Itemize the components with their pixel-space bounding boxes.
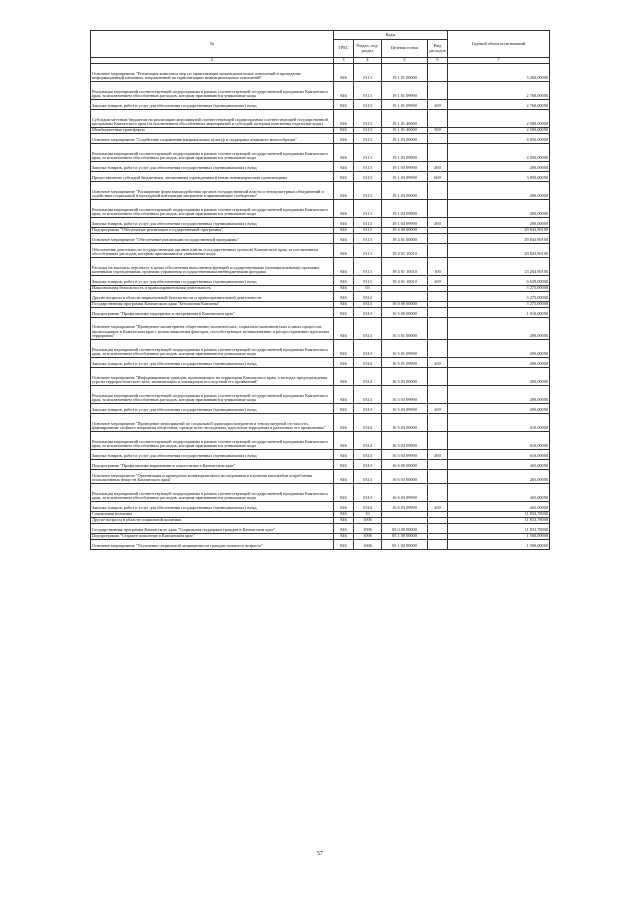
target-article-cell: 19 4 00 00000 bbox=[382, 228, 428, 234]
table-row bbox=[91, 200, 550, 218]
grbs-cell: 846 bbox=[334, 234, 354, 244]
table-row bbox=[91, 432, 550, 450]
target-article-cell: 16 5 01 09990 bbox=[382, 358, 428, 368]
grbs-cell: 846 bbox=[334, 286, 354, 292]
grbs-cell: 846 bbox=[334, 484, 354, 502]
amount-cell: 1 500,00000 bbox=[448, 540, 550, 550]
grbs-cell: 846 bbox=[334, 144, 354, 162]
table-row bbox=[91, 460, 550, 470]
amount-cell: 2 760,00000 bbox=[448, 100, 550, 110]
row-name-cell: Подпрограмма "Профилактика терроризма и экстремизма в Камчатском крае" bbox=[91, 308, 334, 318]
num-header: № bbox=[91, 31, 334, 58]
amount-cell: 265,00000 bbox=[448, 484, 550, 502]
table-row bbox=[91, 414, 550, 432]
target-article-cell: 19 1 01 00000 bbox=[382, 64, 428, 82]
expense-type-cell bbox=[428, 524, 448, 534]
target-article-cell: 16 5 03 09990 bbox=[382, 404, 428, 414]
table-row bbox=[91, 218, 550, 228]
section-cell: 1006 bbox=[354, 524, 382, 534]
target-article-cell: 16 5 04 00000 bbox=[382, 414, 428, 432]
row-name-cell: Закупка товаров, работ и услуг для обеспечения государственных (муниципальных) нужд bbox=[91, 358, 334, 368]
grbs-cell: 846 bbox=[334, 64, 354, 82]
row-name-cell: Закупка товаров, работ и услуг для обеспечения государственных (муниципальных) нужд bbox=[91, 276, 334, 286]
table-row bbox=[91, 484, 550, 502]
row-name-cell: Государственная программа Камчатского края "Социальная поддержка граждан в Камчатском крае" bbox=[91, 524, 334, 534]
target-article-cell: 16 6 03 09990 bbox=[382, 484, 428, 502]
expense-type-cell bbox=[428, 182, 448, 200]
section-cell: 0113 bbox=[354, 162, 382, 172]
amount-cell: 6 639,00000 bbox=[448, 276, 550, 286]
expense-type-cell: 500 bbox=[428, 128, 448, 134]
table-row bbox=[91, 524, 550, 534]
amount-cell: 11 833,78000 bbox=[448, 512, 550, 518]
expense-type-cell: 100 bbox=[428, 258, 448, 276]
row-name-cell: Подпрограмма "Старшее поколение в Камчатском крае" bbox=[91, 534, 334, 540]
target-article-cell: 19 4 01 10010 bbox=[382, 244, 428, 258]
target-article-cell: 19 1 01 09990 bbox=[382, 82, 428, 100]
amount-cell: 1 500,00000 bbox=[448, 534, 550, 540]
csr-header: Целевая статья bbox=[382, 40, 428, 58]
table-row bbox=[91, 100, 550, 110]
table-row bbox=[91, 144, 550, 162]
grbs-cell: 846 bbox=[334, 404, 354, 414]
target-article-cell: 05 1 02 00000 bbox=[382, 540, 428, 550]
section-cell: 0113 bbox=[354, 258, 382, 276]
target-article-cell: 16 6 03 09990 bbox=[382, 502, 428, 512]
row-name-cell: Закупка товаров, работ и услуг для обеспечения государственных (муниципальных) нужд bbox=[91, 404, 334, 414]
amount-cell: 200,00000 bbox=[448, 404, 550, 414]
amount-cell: 610,00000 bbox=[448, 414, 550, 432]
amount-cell: 200,00000 bbox=[448, 182, 550, 200]
expense-type-cell bbox=[428, 144, 448, 162]
section-cell: 0113 bbox=[354, 218, 382, 228]
row-name-cell: Субсидии местным бюджетам на реализацию мероприятий соответствующей подпрограммы соответствующей государственной программы Камчатского края (за исключением обособленных мероприятий и субсидий, которым присвоены отдельные коды) bbox=[91, 110, 334, 128]
expense-type-cell bbox=[428, 308, 448, 318]
grbs-cell: 846 bbox=[334, 450, 354, 460]
row-name-cell: Реализация мероприятий соответствующей подпрограммы в рамках соответствующей государственной программы Камчатского края, за исключением обособленных расходов, которым присваиваются уникальные коды bbox=[91, 386, 334, 404]
table-row bbox=[91, 358, 550, 368]
amount-cell: 200,00000 bbox=[448, 218, 550, 228]
grbs-cell: 846 bbox=[334, 414, 354, 432]
amount-cell: 610,00000 bbox=[448, 432, 550, 450]
row-name-cell: Национальная безопасность и правоохранительная деятельность bbox=[91, 286, 334, 292]
grbs-cell: 846 bbox=[334, 340, 354, 358]
target-article-cell: 19 1 03 00000 bbox=[382, 134, 428, 144]
table-row bbox=[91, 172, 550, 182]
section-cell: 0113 bbox=[354, 244, 382, 258]
expense-type-cell: 200 bbox=[428, 100, 448, 110]
expense-type-cell bbox=[428, 386, 448, 404]
grbs-cell: 846 bbox=[334, 110, 354, 128]
section-cell: 0314 bbox=[354, 340, 382, 358]
section-cell: 0314 bbox=[354, 302, 382, 308]
row-name-cell: Закупка товаров, работ и услуг для обеспечения государственных (муниципальных) нужд bbox=[91, 450, 334, 460]
target-article-cell: 16 5 03 09990 bbox=[382, 386, 428, 404]
target-article-cell: 16 6 00 00000 bbox=[382, 460, 428, 470]
expense-type-cell: 200 bbox=[428, 404, 448, 414]
row-name-cell: Закупка товаров, работ и услуг для обеспечения государственных (муниципальных) нужд bbox=[91, 218, 334, 228]
row-name-cell: Обеспечение деятельности государственных органов власти (государственных органов) Камчатского края, за исключением обособленных расходов, которым присваиваются уникальные коды bbox=[91, 244, 334, 258]
expense-type-cell: 200 bbox=[428, 358, 448, 368]
section-cell: 10 bbox=[354, 512, 382, 518]
grbs-cell: 846 bbox=[334, 302, 354, 308]
amount-cell: 610,00000 bbox=[448, 450, 550, 460]
row-name-cell: Реализация мероприятий соответствующей подпрограммы в рамках соответствующей государственной программы Камчатского края, за исключением обособленных расходов, которым присваиваются уникальные коды bbox=[91, 432, 334, 450]
section-cell: 0314 bbox=[354, 414, 382, 432]
section-cell: 1006 bbox=[354, 518, 382, 524]
target-article-cell: 19 1 01 40060 bbox=[382, 110, 428, 128]
row-name-cell: Основное мероприятие "Обеспечение реализации государственной программы" bbox=[91, 234, 334, 244]
budget-document bbox=[90, 30, 549, 550]
expense-type-cell bbox=[428, 340, 448, 358]
row-name-cell: Расходы на выплаты персоналу в целях обеспечения выполнения функций государственными (муниципальными) органами, казенными учреждениями, органами управления государственными внебюджетными фондами bbox=[91, 258, 334, 276]
amount-cell: 265,00000 bbox=[448, 502, 550, 512]
section-cell: 1006 bbox=[354, 540, 382, 550]
table-row bbox=[91, 244, 550, 258]
row-name-cell: Основное мероприятие "Содействие сохранению национальных культур и поддержка языкового многообразия" bbox=[91, 134, 334, 144]
table-row bbox=[91, 234, 550, 244]
grbs-cell: 846 bbox=[334, 218, 354, 228]
row-name-cell: Закупка товаров, работ и услуг для обеспечения государственных (муниципальных) нужд bbox=[91, 100, 334, 110]
grbs-cell: 846 bbox=[334, 502, 354, 512]
grbs-cell: 846 bbox=[334, 100, 354, 110]
expense-type-cell bbox=[428, 244, 448, 258]
section-cell: 0314 bbox=[354, 404, 382, 414]
grbs-cell: 846 bbox=[334, 432, 354, 450]
section-cell: 0113 bbox=[354, 100, 382, 110]
table-row bbox=[91, 386, 550, 404]
section-cell: 0314 bbox=[354, 460, 382, 470]
target-article-cell: 16 5 04 09990 bbox=[382, 450, 428, 460]
amount-cell: 200,00000 bbox=[448, 368, 550, 386]
col-number: 2 bbox=[91, 58, 334, 64]
section-cell: 1006 bbox=[354, 534, 382, 540]
amount-cell: 200,00000 bbox=[448, 340, 550, 358]
expense-type-cell: 200 bbox=[428, 218, 448, 228]
section-cell: 0113 bbox=[354, 64, 382, 82]
row-name-cell: Основное мероприятие "Улучшение социальной защищенности граждан пожилого возраста" bbox=[91, 540, 334, 550]
target-article-cell: 19 1 03 09990 bbox=[382, 172, 428, 182]
amount-cell: 4 050,00000 bbox=[448, 144, 550, 162]
target-article-cell bbox=[382, 292, 428, 302]
table-row bbox=[91, 404, 550, 414]
expense-type-cell: 200 bbox=[428, 502, 448, 512]
grbs-cell: 846 bbox=[334, 524, 354, 534]
amount-cell: 3 275,00000 bbox=[448, 292, 550, 302]
table-row bbox=[91, 340, 550, 358]
amount-cell: 3 275,00000 bbox=[448, 286, 550, 292]
target-article-cell: 16 0 00 00000 bbox=[382, 302, 428, 308]
grbs-cell: 846 bbox=[334, 244, 354, 258]
target-article-cell: 19 1 04 09990 bbox=[382, 200, 428, 218]
target-article-cell: 16 6 03 00000 bbox=[382, 470, 428, 484]
target-article-cell: 19 1 01 40060 bbox=[382, 128, 428, 134]
amount-cell: 29 843,90100 bbox=[448, 228, 550, 234]
grbs-cell: 846 bbox=[334, 386, 354, 404]
grbs-cell: 846 bbox=[334, 82, 354, 100]
table-body bbox=[91, 64, 550, 550]
section-cell: 0113 bbox=[354, 276, 382, 286]
table-row bbox=[91, 470, 550, 484]
amount-header: Годовой объем ассигнований bbox=[448, 31, 550, 58]
amount-cell: 200,00000 bbox=[448, 162, 550, 172]
amount-cell: 200,00000 bbox=[448, 358, 550, 368]
expense-type-cell bbox=[428, 414, 448, 432]
row-name-cell: Реализация мероприятий соответствующей подпрограммы в рамках соответствующей государственной программы Камчатского края, за исключением обособленных расходов, которым присваиваются уникальные коды bbox=[91, 144, 334, 162]
amount-cell: 11 833,78000 bbox=[448, 524, 550, 534]
section-cell: 0113 bbox=[354, 82, 382, 100]
target-article-cell: 16 5 03 00000 bbox=[382, 368, 428, 386]
section-cell: 0314 bbox=[354, 450, 382, 460]
col-number: 6 bbox=[428, 58, 448, 64]
section-cell: 0113 bbox=[354, 128, 382, 134]
grbs-cell: 846 bbox=[334, 358, 354, 368]
target-article-cell: 16 5 01 00000 bbox=[382, 318, 428, 340]
amount-cell: 2 500,00000 bbox=[448, 110, 550, 128]
table-row bbox=[91, 540, 550, 550]
row-name-cell: Основное мероприятие "Организация и проведение мониторингового исследования и изучения масштабов потребления психоактивных веществ Камчатского края" bbox=[91, 470, 334, 484]
table-row bbox=[91, 82, 550, 100]
amount-cell: 5 260,00000 bbox=[448, 64, 550, 82]
table-row bbox=[91, 318, 550, 340]
grbs-cell: 846 bbox=[334, 134, 354, 144]
section-cell: 03 bbox=[354, 286, 382, 292]
grbs-cell: 846 bbox=[334, 512, 354, 518]
target-article-cell: 16 5 04 09990 bbox=[382, 432, 428, 450]
amount-cell: 200,00000 bbox=[448, 318, 550, 340]
amount-cell: 1 010,00000 bbox=[448, 308, 550, 318]
section-cell: 0113 bbox=[354, 182, 382, 200]
row-name-cell: Подпрограмма "Обеспечение реализации государственной программы" bbox=[91, 228, 334, 234]
target-article-cell: 19 1 04 00000 bbox=[382, 182, 428, 200]
row-name-cell: Закупка товаров, работ и услуг для обеспечения государственных (муниципальных) нужд bbox=[91, 502, 334, 512]
table-row bbox=[91, 502, 550, 512]
expense-type-cell: 200 bbox=[428, 276, 448, 286]
grbs-cell: 846 bbox=[334, 470, 354, 484]
expense-type-cell bbox=[428, 134, 448, 144]
vr-header: Вид расходов bbox=[428, 40, 448, 58]
grbs-cell: 846 bbox=[334, 172, 354, 182]
row-name-cell: Социальная политика bbox=[91, 512, 334, 518]
target-article-cell: 19 4 01 10010 bbox=[382, 276, 428, 286]
table-row bbox=[91, 308, 550, 318]
table-row bbox=[91, 450, 550, 460]
expense-type-cell bbox=[428, 234, 448, 244]
expense-type-cell bbox=[428, 470, 448, 484]
expense-type-cell bbox=[428, 318, 448, 340]
expense-type-cell bbox=[428, 64, 448, 82]
section-cell: 0314 bbox=[354, 502, 382, 512]
amount-cell: 200,00000 bbox=[448, 386, 550, 404]
target-article-cell: 19 1 01 09990 bbox=[382, 100, 428, 110]
row-name-cell: Предоставление субсидий бюджетным, автономным учреждениям и иным некоммерческим организациям bbox=[91, 172, 334, 182]
amount-cell: 29 843,90100 bbox=[448, 234, 550, 244]
grbs-cell: 846 bbox=[334, 368, 354, 386]
grbs-cell: 846 bbox=[334, 276, 354, 286]
expense-type-cell bbox=[428, 110, 448, 128]
section-cell: 0314 bbox=[354, 386, 382, 404]
target-article-cell: 16 5 01 09990 bbox=[382, 340, 428, 358]
expense-type-cell bbox=[428, 484, 448, 502]
col-number: 4 bbox=[354, 58, 382, 64]
amount-cell: 3 275,00000 bbox=[448, 302, 550, 308]
table-row bbox=[91, 258, 550, 276]
table-row bbox=[91, 162, 550, 172]
amount-cell: 2 760,00000 bbox=[448, 82, 550, 100]
section-cell: 0314 bbox=[354, 470, 382, 484]
expense-type-cell: 200 bbox=[428, 162, 448, 172]
expense-type-cell bbox=[428, 368, 448, 386]
grbs-cell: 846 bbox=[334, 518, 354, 524]
grbs-header: ГРБС bbox=[334, 40, 354, 58]
target-article-cell: 19 4 01 00000 bbox=[382, 234, 428, 244]
target-article-cell: 19 1 03 09990 bbox=[382, 144, 428, 162]
table-row bbox=[91, 182, 550, 200]
grbs-cell: 846 bbox=[334, 128, 354, 134]
amount-cell: 265,00000 bbox=[448, 460, 550, 470]
grbs-cell: 846 bbox=[334, 182, 354, 200]
section-cell: 0314 bbox=[354, 358, 382, 368]
amount-cell: 200,00000 bbox=[448, 200, 550, 218]
section-cell: 0314 bbox=[354, 308, 382, 318]
expense-type-cell bbox=[428, 540, 448, 550]
row-name-cell: Основное мероприятие "Проведение мероприятий по социальной адаптации мигрантов и этнокультурной отсталости, формирование стойкого неприятия обществом, прежде всего молодежью, идеологии терроризма в различных его проявлениях" bbox=[91, 414, 334, 432]
target-article-cell: 05 0 00 00000 bbox=[382, 524, 428, 534]
table-row bbox=[91, 64, 550, 82]
row-name-cell: Основное мероприятие "Реализация комплекса мер по гармонизации межнациональных отношений и проведение информационной кампании, направленной на гармонизацию межнациональных отношений" bbox=[91, 64, 334, 82]
row-name-cell: Закупка товаров, работ и услуг для обеспечения государственных (муниципальных) нужд bbox=[91, 162, 334, 172]
grbs-cell: 846 bbox=[334, 308, 354, 318]
table-row bbox=[91, 110, 550, 128]
target-article-cell: 19 4 01 10010 bbox=[382, 258, 428, 276]
row-name-cell: Реализация мероприятий соответствующей подпрограммы в рамках соответствующей государственной программы Камчатского края, за исключением обособленных расходов, которым присваиваются уникальные коды bbox=[91, 484, 334, 502]
row-name-cell: Другие вопросы в области национальной безопасности и правоохранительной деятельности bbox=[91, 292, 334, 302]
table-row bbox=[91, 292, 550, 302]
table-row bbox=[91, 134, 550, 144]
section-cell: 0113 bbox=[354, 234, 382, 244]
row-name-cell: Реализация мероприятий соответствующей подпрограммы в рамках соответствующей государственной программы Камчатского края, за исключением обособленных расходов, которым присваиваются уникальные коды bbox=[91, 82, 334, 100]
budget-table bbox=[90, 30, 550, 550]
amount-cell: 2 500,00000 bbox=[448, 128, 550, 134]
col-number: 3 bbox=[334, 58, 354, 64]
row-name-cell: Реализация мероприятий соответствующей подпрограммы в рамках соответствующей государственной программы Камчатского края, за исключением обособленных расходов, которым присваиваются уникальные коды bbox=[91, 340, 334, 358]
section-cell: 0113 bbox=[354, 172, 382, 182]
section-cell: 0314 bbox=[354, 484, 382, 502]
razd-header: Раздел, под- раздел bbox=[354, 40, 382, 58]
amount-cell: 11 833,78000 bbox=[448, 518, 550, 524]
section-cell: 0113 bbox=[354, 144, 382, 162]
amount-cell: 4 050,00000 bbox=[448, 134, 550, 144]
target-article-cell: 19 1 04 09990 bbox=[382, 218, 428, 228]
row-name-cell: Основное мероприятие "Проведение мониторинга общественно-политических, социально-экономических и иных процессов, происходящих в Камчатском крае с целью выявления факторов, способствующих возникновению и распространению идеологии терроризма" bbox=[91, 318, 334, 340]
grbs-cell: 846 bbox=[334, 228, 354, 234]
target-article-cell: 19 1 03 09990 bbox=[382, 162, 428, 172]
section-cell: 0113 bbox=[354, 110, 382, 128]
col-number: 7 bbox=[448, 58, 550, 64]
row-name-cell: Основное мероприятие "Информирование граждан, проживающих на территории Камчатского края, о методах предупреждения угрозы террористического акта, минимизации и ликвидации последствий его проявлений" bbox=[91, 368, 334, 386]
amount-cell: 3 850,00000 bbox=[448, 172, 550, 182]
target-article-cell: 16 5 00 00000 bbox=[382, 308, 428, 318]
grbs-cell: 846 bbox=[334, 318, 354, 340]
table-row bbox=[91, 368, 550, 386]
section-cell: 0314 bbox=[354, 432, 382, 450]
grbs-cell: 846 bbox=[334, 292, 354, 302]
expense-type-cell bbox=[428, 200, 448, 218]
expense-type-cell: 600 bbox=[428, 172, 448, 182]
expense-type-cell: 200 bbox=[428, 450, 448, 460]
section-cell: 0113 bbox=[354, 134, 382, 144]
section-cell: 0113 bbox=[354, 200, 382, 218]
section-cell: 0314 bbox=[354, 292, 382, 302]
row-name-cell: Основное мероприятие "Расширение форм взаимодействия органов государственной власти и этнокультурных объединений и содействие социальной и культурной интеграции мигрантов в принимающее сообщество" bbox=[91, 182, 334, 200]
grbs-cell: 846 bbox=[334, 460, 354, 470]
row-name-cell: Государственная программа Камчатского края "Безопасная Камчатка" bbox=[91, 302, 334, 308]
grbs-cell: 846 bbox=[334, 258, 354, 276]
row-name-cell: Реализация мероприятий соответствующей подпрограммы в рамках соответствующей государственной программы Камчатского края, за исключением обособленных расходов, которым присваиваются уникальные коды bbox=[91, 200, 334, 218]
grbs-cell: 846 bbox=[334, 534, 354, 540]
row-name-cell: Межбюджетные трансферты bbox=[91, 128, 334, 134]
grbs-cell: 846 bbox=[334, 162, 354, 172]
expense-type-cell bbox=[428, 432, 448, 450]
expense-type-cell bbox=[428, 82, 448, 100]
section-cell: 0113 bbox=[354, 228, 382, 234]
page-number: 57 bbox=[317, 851, 323, 857]
grbs-cell: 846 bbox=[334, 200, 354, 218]
section-cell: 0314 bbox=[354, 368, 382, 386]
table-row bbox=[91, 276, 550, 286]
amount-cell: 23 204,90100 bbox=[448, 258, 550, 276]
row-name-cell: Другие вопросы в области социальной политики bbox=[91, 518, 334, 524]
amount-cell: 29 843,90100 bbox=[448, 244, 550, 258]
row-name-cell: Подпрограмма "Профилактика наркомании и алкоголизма в Камчатском крае" bbox=[91, 460, 334, 470]
amount-cell: 265,00000 bbox=[448, 470, 550, 484]
expense-type-cell bbox=[428, 292, 448, 302]
target-article-cell: 05 1 00 00000 bbox=[382, 534, 428, 540]
expense-type-cell bbox=[428, 460, 448, 470]
section-cell: 0314 bbox=[354, 318, 382, 340]
col-number: 5 bbox=[382, 58, 428, 64]
grbs-cell: 846 bbox=[334, 540, 354, 550]
codes-header: Коды bbox=[334, 31, 448, 40]
table-header bbox=[91, 31, 550, 64]
